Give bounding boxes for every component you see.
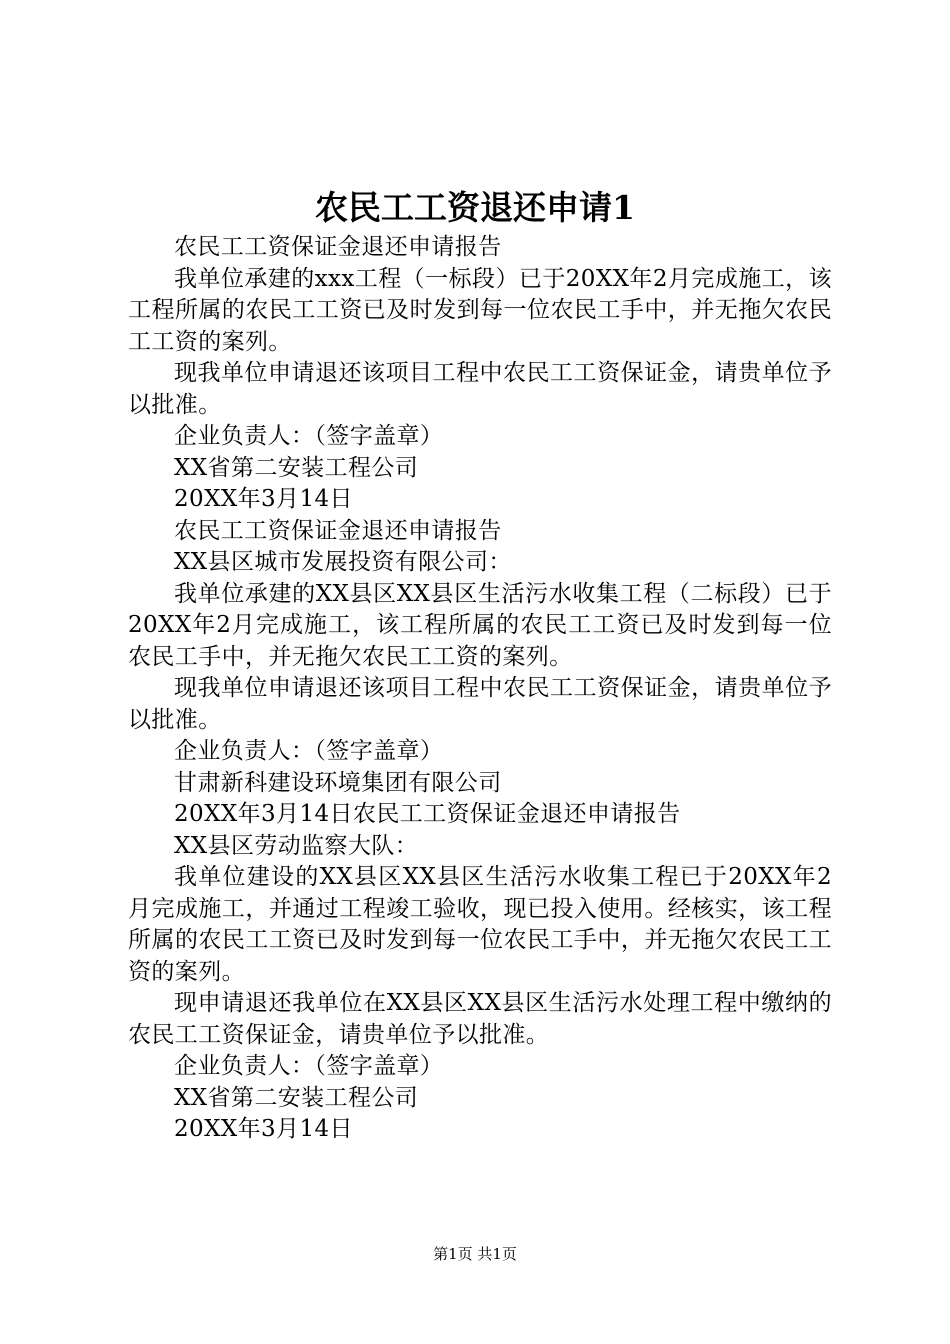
paragraph: XX省第二安装工程公司: [174, 454, 419, 481]
paragraph: 我单位承建的XX县区XX县区生活污水收集工程（二标段）已于20XX年2月完成施工，该工程所属的农民工工资已及时发到每一位农民工手中，并无拖欠农民工工资的案列。: [128, 580, 832, 670]
paragraph: XX县区劳动监察大队：: [174, 832, 419, 859]
paragraph: 现我单位申请退还该项目工程中农民工工资保证金，请贵单位予以批准。: [128, 675, 832, 733]
paragraph: 现我单位申请退还该项目工程中农民工工资保证金，请贵单位予以批准。: [128, 360, 832, 418]
paragraph: 企业负责人：（签字盖章）: [174, 1053, 444, 1079]
paragraph: XX县区城市发展投资有限公司：: [174, 549, 512, 575]
paragraph: 我单位建设的XX县区XX县区生活污水收集工程已于20XX年2月完成施工，并通过工程竣工验收，现已投入使用。经核实，该工程所属的农民工工资已及时发到每一位农民工手中，并无拖欠农民工工资的案列。: [128, 864, 832, 985]
paragraph: 20XX年3月14日: [174, 486, 353, 512]
paragraph: 农民工工资保证金退还申请报告: [174, 517, 502, 544]
paragraph: 20XX年3月14日: [174, 1116, 353, 1142]
document-body: [128, 232, 832, 1146]
page-footer: 第1页 共1页: [433, 1245, 517, 1263]
paragraph: 现申请退还我单位在XX县区XX县区生活污水处理工程中缴纳的农民工工资保证金，请贵单位予以批准。: [128, 990, 832, 1048]
document-title: 农民工工资退还申请1: [315, 188, 635, 227]
paragraph: 20XX年3月14日农民工工资保证金退还申请报告: [174, 801, 681, 827]
paragraph: 甘肃新科建设环境集团有限公司: [174, 769, 502, 796]
paragraph: 企业负责人：（签字盖章）: [174, 738, 444, 764]
paragraph: 企业负责人：（签字盖章）: [174, 423, 444, 449]
paragraph: XX省第二安装工程公司: [174, 1084, 419, 1111]
paragraph: 农民工工资保证金退还申请报告: [174, 234, 502, 260]
paragraph: 我单位承建的xxx工程（一标段）已于20XX年2月完成施工，该工程所属的农民工工资已及时发到每一位农民工手中，并无拖欠农民工工资的案列。: [128, 265, 832, 355]
